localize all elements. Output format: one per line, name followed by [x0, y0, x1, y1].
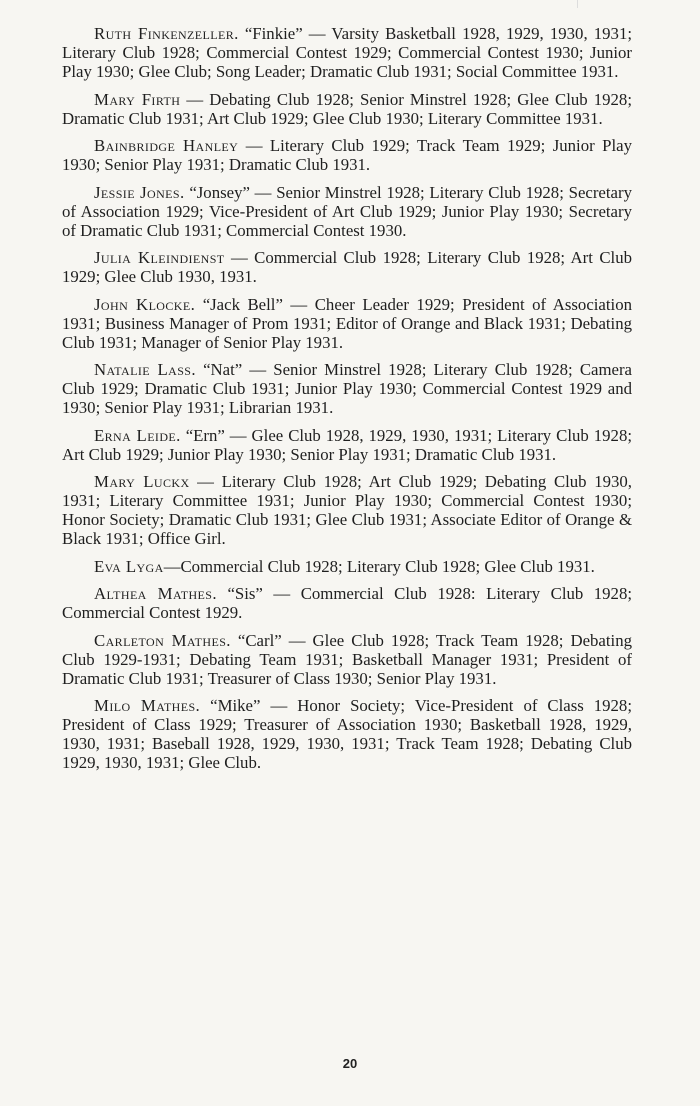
entry-name: Milo Mathes. — [94, 696, 201, 715]
entry-nickname: “Mike” — [200, 696, 261, 715]
entry-nickname: “Sis” — [216, 584, 263, 603]
entry-ruth-finkenzeller — [62, 24, 632, 81]
entry-activities: — Senior Minstrel 1928; Literary Club 1928; Secretary of Association 1929; Vice-President of Art Club 1929; Junior Play 1930; Secretary of Dramatic Club 1931; Commercial Contest 1930. — [62, 182, 632, 240]
entry-activities: — Glee Club 1928; Track Team 1928; Debating Club 1929-1931; Debating Team 1931; Basketball Manager 1931; President of Dramatic Club 1931; Treasurer of Class 1930; Senior Play 1931. — [62, 630, 632, 688]
entry-natalie-lass — [62, 360, 632, 417]
entry-nickname: “Carl” — [230, 630, 282, 650]
entry-name: Erna Leide. — [94, 425, 181, 445]
entry-activities: — Literary Club 1928; Art Club 1929; Debating Club 1930, 1931; Literary Committee 1931; Junior Play 1930; Commercial Contest 1930; Honor Society; Dramatic Club 1931; Glee Club 1931; Associate Editor of Orange & Black 1931; Office Girl. — [62, 472, 632, 548]
entry-name: Jessie Jones. — [94, 182, 185, 202]
entry-nickname: “Jack Bell” — [195, 294, 283, 314]
entry-mary-luckx — [62, 472, 632, 548]
entry-mary-firth — [62, 90, 632, 128]
entry-julia-kleindienst — [62, 248, 632, 286]
entry-activities: — Honor Society; Vice-President of Class 1928; President of Class 1929; Treasurer of Association 1930; Basketball 1928, 1929, 1930, 1931; Baseball 1928, 1929, 1930, 1931; Track Team 1928; Debating Club 1929, 1930, 1931; Glee Club. — [62, 696, 632, 772]
entry-carleton-mathes — [62, 631, 632, 688]
entry-activities: — Varsity Basketball 1928, 1929, 1930, 1931; Literary Club 1928; Commercial Contest 1929; Commercial Contest 1930; Junior Play 1930; Glee Club; Song Leader; Dramatic Club 1931; Social Committee 1931. — [62, 24, 633, 81]
entry-name: Julia Kleindienst — [94, 248, 225, 267]
entry-milo-mathes — [62, 696, 632, 772]
entry-jessie-jones — [62, 183, 632, 240]
entry-activities: — Commercial Club 1928; Literary Club 1928; Art Club 1929; Glee Club 1930, 1931. — [62, 248, 632, 286]
entry-name: Carleton Mathes. — [94, 630, 231, 650]
entry-activities: — Literary Club 1929; Track Team 1929; Junior Play 1930; Senior Play 1931; Dramatic Club 1931. — [62, 136, 632, 174]
entry-activities: — Cheer Leader 1929; President of Association 1931; Business Manager of Prom 1931; Editor of Orange and Black 1931; Debating Club 1931; Manager of Senior Play 1931. — [62, 294, 632, 352]
entry-name: Ruth Finkenzeller. — [94, 24, 239, 43]
scan-mark — [577, 0, 578, 8]
entry-nickname: “Nat” — [195, 360, 243, 379]
page-number: 20 — [342, 1056, 358, 1071]
entry-bainbridge-hanley — [62, 136, 632, 174]
senior-entries — [62, 24, 632, 772]
entry-nickname: “Jonsey” — [184, 182, 250, 202]
entry-name: John Klocke. — [94, 294, 196, 314]
entry-activities: — Commercial Club 1928: Literary Club 1928; Commercial Contest 1929. — [62, 584, 633, 622]
entry-name: Bainbridge Hanley — [94, 136, 239, 155]
entry-name: Mary Firth — [94, 89, 181, 109]
entry-activities: —Commercial Club 1928; Literary Club 1928; Glee Club 1931. — [163, 556, 595, 576]
entry-activities: — Senior Minstrel 1928; Literary Club 1928; Camera Club 1929; Dramatic Club 1931; Junior Play 1930; Commercial Contest 1929 and 1930; Senior Play 1931; Librarian 1931. — [62, 360, 632, 417]
entry-name: Althea Mathes. — [94, 584, 217, 603]
entry-erna-leide — [62, 426, 632, 464]
entry-name: Mary Luckx — [94, 472, 190, 491]
entry-name: Natalie Lass. — [94, 360, 196, 379]
entry-eva-lyga — [62, 557, 632, 576]
entry-john-klocke — [62, 295, 632, 352]
entry-nickname: “Finkie” — [238, 24, 303, 43]
entry-althea-mathes — [62, 584, 632, 622]
entry-activities: — Glee Club 1928, 1929, 1930, 1931; Literary Club 1928; Art Club 1929; Junior Play 1930; Senior Play 1931; Dramatic Club 1931. — [62, 425, 632, 464]
entry-name: Eva Lyga — [94, 556, 164, 576]
entry-activities: — Debating Club 1928; Senior Minstrel 1928; Glee Club 1928; Dramatic Club 1931; Art Club 1929; Glee Club 1930; Literary Committee 1931. — [62, 89, 632, 128]
entry-nickname: “Ern” — [180, 425, 225, 445]
